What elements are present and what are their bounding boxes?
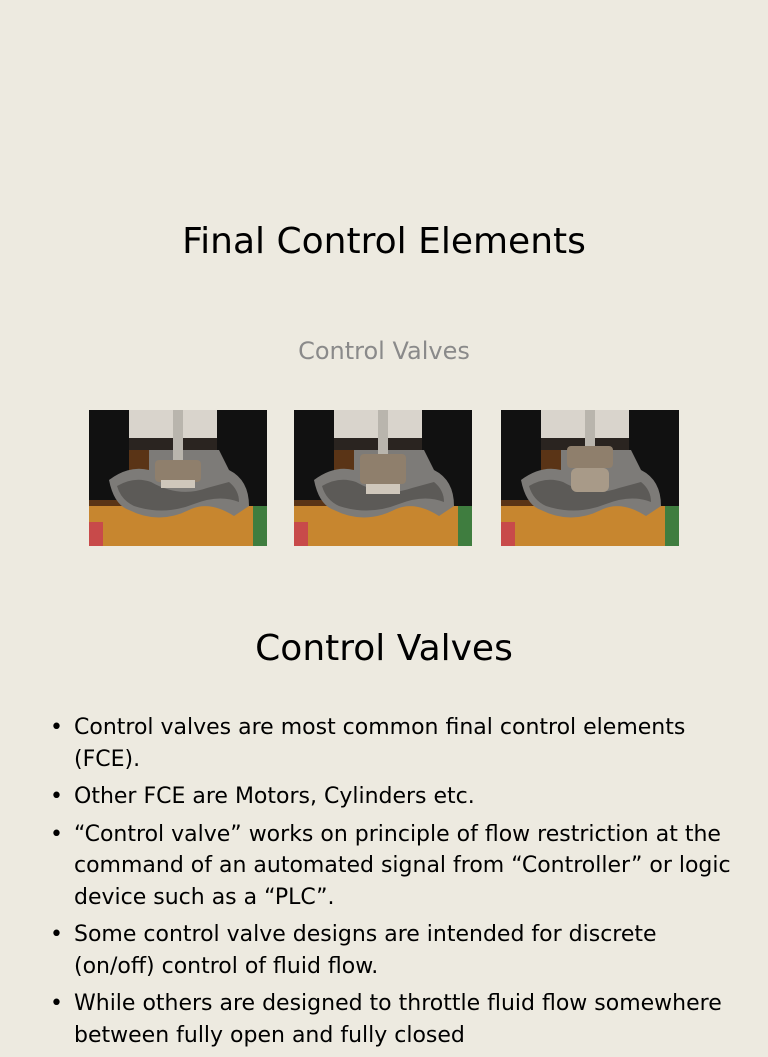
slide-title: Final Control Elements — [182, 221, 586, 262]
bullet-icon: • — [50, 715, 63, 740]
bullet-text: Other FCE are Motors, Cylinders etc. — [74, 784, 475, 809]
slide-subtitle: Control Valves — [298, 337, 470, 365]
bullet-text: While others are designed to throttle fluid flow somewhere between fully open and fully closed — [74, 991, 722, 1048]
valve-cutaway-photo-2 — [294, 410, 472, 546]
bullet-icon: • — [50, 821, 63, 847]
list-item — [48, 819, 738, 914]
list-item — [48, 988, 738, 1051]
bullet-text: “Control valve” works on principle of flow restriction at the command of an automated signal from “Controller” or logic device such as a “PLC”. — [74, 821, 731, 910]
bullet-text: Some control valve designs are intended for discrete (on/off) control of fluid flow. — [74, 922, 657, 979]
bullet-icon: • — [50, 922, 63, 947]
valve-cutaway-photo-1 — [89, 410, 267, 546]
list-item — [48, 712, 738, 775]
list-item — [48, 919, 738, 982]
valve-photo-strip — [0, 410, 768, 546]
section-heading: Control Valves — [255, 628, 513, 669]
valve-cutaway-photo-3 — [501, 410, 679, 546]
bullet-text: Control valves are most common final control elements (FCE). — [74, 715, 686, 772]
bullet-icon: • — [50, 991, 63, 1016]
bullet-list — [48, 712, 738, 1057]
list-item — [48, 781, 738, 813]
bullet-icon: • — [50, 784, 63, 809]
